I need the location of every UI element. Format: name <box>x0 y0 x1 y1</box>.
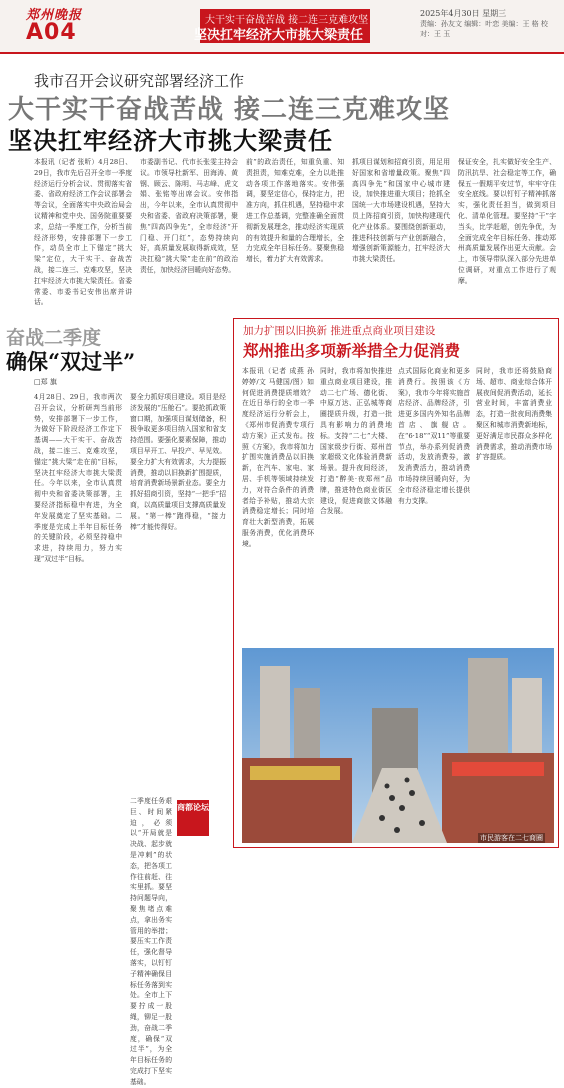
main-col-1: 本报讯（记者 张昕）4月28日、29日，我市先后召开全市一季度经济运行分析会议、贯彻落实省委、省政府经济工作会议部署会等会议，全面落实中央政治局会议精神和党中央、国务院重要要求，总结一季度工作，分析当前经济形势，安排部署下一步工作，动员全市上下锚定“挑大梁”定位，大干实干、奋战苦战，接二连三、克难攻坚，坚决扛牢经济大市挑大梁责任。省委常委、市委书记安伟出席并讲话。 <box>34 158 132 307</box>
newspaper-logo: 郑州晚报 <box>26 8 83 23</box>
header-divider <box>0 52 564 54</box>
column-author: □郑 旗 <box>34 378 57 386</box>
forum-badge-icon: 商都论坛 <box>177 800 209 836</box>
main-col-2: 市委副书记、代市长张雯主持会议。市领导杜新军、田海涛、黄钢、顾云、陈明、马志峰、虎文娟、张铭等出席会议。安伟指出，今年以来，全市认真贯彻中央和省委、省政府决策部署，聚焦“四高四争先”，全市经济“开门稳、开门红”，态势持续向好，高质量发展取得新成效，坚决扛稳“挑大梁”走在前”的政治责任，加快经济回暖向好态势。 <box>140 158 238 274</box>
feature-title: 郑州推出多项新举措全力促消费 <box>243 341 461 360</box>
feature-col-3: 点式国际化商业和更多消费行。按照该《方案》，我市今年将实施首店经济、品牌经济，引进更多国内外知名品牌首店、旗舰店。在“6·18”“双11”等重要节点，举办系列促消费活动，发放消费券，激发消费活力，推动消费市场持续回暖向好，为全市经济稳定增长提供有力支撑。 <box>398 367 470 505</box>
main-col-5: 保证安全，扎实做好安全生产、防汛抗旱、社会稳定等工作，确保五一假期平安过节，牢牢守住安全底线。要以钉钉子精神抓落实，强化责任担当，做到项目化、清单化管理。要坚持“干”字当头，比学赶超，创先争优，为全面完成全年目标任务、推动郑州高质量发展作出更大贡献。会上，市领导带队深入部分先进单位调研，对重点工作进行了观摩。 <box>458 158 556 285</box>
issue-date: 2025年4月30日 星期三 <box>420 9 507 18</box>
column-title: 确保“双过半” <box>6 349 136 374</box>
main-headline-1: 大干实干奋战苦战 接二连三克难攻坚 <box>8 95 451 125</box>
feature-col-2: 同时，我市将加快推进重点商业项目建设，推动二七广场、德化街、中原万达、正弘城等商圈提质升级，打造一批具有影响力的消费地标。支持“二七”大楼、国家级步行街、郑州首家超级文化体验消费新场景。提升夜间经济，打造“醉美·夜郑州”品牌，推进特色商业街区建设，促进商旅文体融合发展。 <box>320 367 392 516</box>
photo-caption: 市民游客在二七商圈 <box>480 834 543 842</box>
banner-line1: 大干实干奋战苦战 接二连三克难攻坚 <box>205 15 369 26</box>
column-col-3: 二季度任务艰巨、时间紧迫，必须以“开局就是决战、起步就是冲刺”的状态，把各项工作往前赶、往实里抓。要坚持问题导向，聚焦堵点难点，拿出务实管用的举措；要压实工作责任，强化督导落实，以钉钉子精神确保目标任务落到实处。全市上下要拧成一股绳，铆足一股劲，奋战二季度，确保“双过半”，为全年目标任务的完成打下坚实基础。 <box>130 797 172 1086</box>
feature-col-4: 同时，我市还将鼓励商场、超市、商业综合体开展夜间促消费活动，延长营业时间，丰富消费业态，打造一批夜间消费集聚区和城市消费新地标，更好满足市民群众多样化消费需求，推动消费市场扩容提质。 <box>476 367 552 462</box>
main-headline-2: 坚决扛牢经济大市挑大梁责任 <box>8 126 333 155</box>
column-col-1: 4月28日、29日，我市两次召开会议，分析研判当前形势，安排部署下一步工作，为做好下阶段经济工作定下基调——大干实干、奋战苦战，接二连三、克难攻坚，锚定“挑大梁”走在前”目标，坚决扛牢经济大市挑大梁责任。今年以来，全市认真贯彻中央和省委决策部署，主要经济指标稳中有进，为全年发展奠定了坚实基础。二季度是完成上半年目标任务的关键阶段，必须坚持稳中求进，持续用力，努力实现“双过半”目标。 <box>34 393 122 563</box>
column-kicker: 奋战二季度 <box>6 327 102 349</box>
feature-kicker: 加力扩围以旧换新 推进重点商业项目建设 <box>243 325 436 337</box>
street-photo-illustration <box>242 648 554 843</box>
column-col-2: 要全力抓好项目建设。项目是经济发展的“压舱石”。要抢抓政策窗口期，加强项目谋划储备，积极争取更多项目纳入国家和省支持范围。要强化要素保障，推动项目早开工、早投产、早见效。要全力扩大有效需求，大力提振消费，推动以旧换新扩围提质，培育消费新场景新业态。要全力抓好招商引资，坚持“一把手”招商，以高质量项目支撑高质量发展。“第一棒”跑得稳，“接力棒”才能传得好。 <box>130 393 226 531</box>
feature-col-1: 本报讯（记者 成燕 孙婷婷/文 马健国/图）如何促进消费提质增效？在近日举行的全市一季度经济运行分析会上，《郑州市促消费专项行动方案》正式发布。按照《方案》，我市将加力扩围实施消费品以旧换新，在汽车、家电、家居、手机等领域持续发力，对符合条件的消费者给予补贴，推动大宗消费稳定增长；同时培育壮大新型消费，拓展服务消费，优化消费环境。 <box>242 367 314 548</box>
editorial-staff: 责编：孙友文 编辑：叶恋 美编：王 格 校对：王 玉 <box>420 20 548 38</box>
page-number: A04 <box>26 20 77 45</box>
banner-line2: 坚决扛牢经济大市挑大梁责任 <box>194 28 364 43</box>
main-kicker: 我市召开会议研究部署经济工作 <box>34 72 245 90</box>
street-photo <box>242 648 554 843</box>
main-col-4: 抓项目谋划和招商引资，用足用好国家和省增量政策。聚焦“四高四争先”和国家中心城市建设，加快推进重大项目；抢抓全国统一大市场建设机遇，坚持大员上阵招商引资，加快构建现代化产业体系。要围绕创新驱动，推进科技创新与产业创新融合，增强创新策源能力，扛牢经济大市挑大梁责任。 <box>352 158 450 264</box>
main-col-3: 前”的政治责任，知重负重、知责担责，知难克难，全力以赴推动各项工作落地落实。安伟强调，要坚定信心，保持定力，把准方向，抓住机遇，坚持稳中求进工作总基调，完整准确全面贯彻新发展理念，推动经济实现质的有效提升和量的合理增长，全力完成全年目标任务。要聚焦稳增长，着力扩大有效需求。 <box>246 158 344 264</box>
